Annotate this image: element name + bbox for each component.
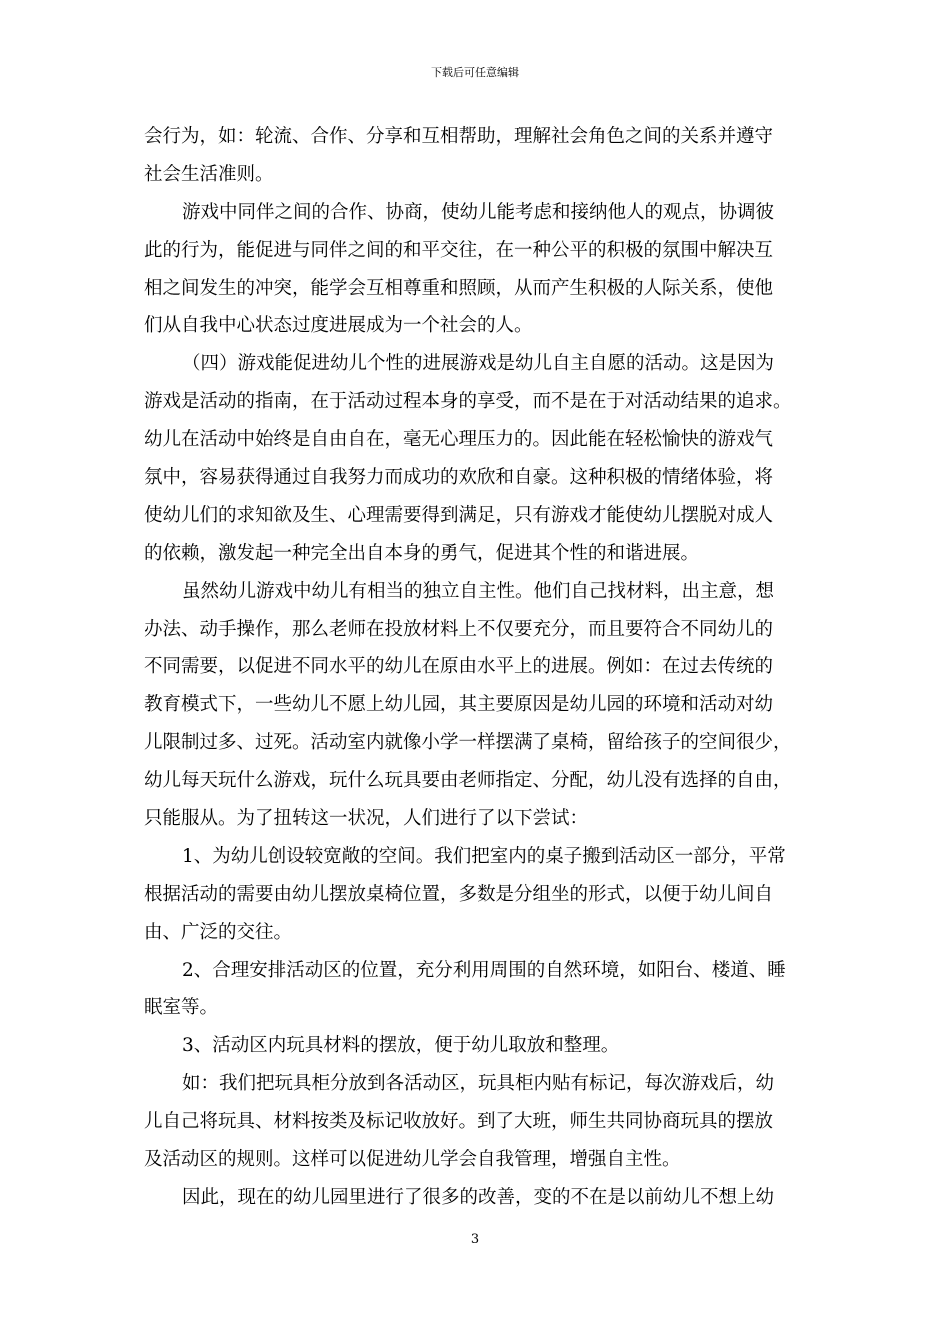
text-line: 只能服从。为了扭转这一状况，人们进行了以下尝试： xyxy=(144,808,589,830)
text-line: 社会生活准则。 xyxy=(144,163,274,185)
text-line: 氛中，容易获得通过自我努力而成功的欢欣和自豪。这种积极的情绪体验，将 xyxy=(144,467,774,489)
text-line: 眠室等。 xyxy=(144,997,219,1019)
text-line: 此的行为，能促进与同伴之间的和平交往，在一种公平的积极的氛围中解决互 xyxy=(144,239,774,261)
document-body xyxy=(144,118,808,1217)
text-line: 1、为幼儿创设较宽敞的空间。我们把室内的桌子搬到活动区一部分，平常 xyxy=(182,845,786,867)
text-line: 3、活动区内玩具材料的摆放，便于幼儿取放和整理。 xyxy=(182,1035,620,1057)
text-line: 因此，现在的幼儿园里进行了很多的改善，变的不在是以前幼儿不想上幼 xyxy=(182,1186,775,1208)
text-line: 办法、动手操作，那么老师在投放材料上不仅要充分，而且要符合不同幼儿的 xyxy=(144,618,774,640)
text-line: 幼儿在活动中始终是自由自在，毫无心理压力的。因此能在轻松愉快的游戏气 xyxy=(144,429,774,451)
text-line: 幼儿每天玩什么游戏，玩什么玩具要由老师指定、分配，幼儿没有选择的自由， xyxy=(144,770,792,792)
text-line: 儿限制过多、过死。活动室内就像小学一样摆满了桌椅，留给孩子的空间很少， xyxy=(144,732,792,754)
text-line: 2、合理安排活动区的位置，充分利用周围的自然环境，如阳台、楼道、睡 xyxy=(182,959,786,981)
text-line: 会行为，如：轮流、合作、分享和互相帮助，理解社会角色之间的关系并遵守 xyxy=(144,126,774,147)
text-line: 游戏是活动的指南，在于活动过程本身的享受，而不是在于对活动结果的追求。 xyxy=(144,391,792,413)
text-line: 虽然幼儿游戏中幼儿有相当的独立自主性。他们自己找材料，出主意，想 xyxy=(182,580,775,602)
text-line: 儿自己将玩具、材料按类及标记收放好。到了大班，师生共同协商玩具的摆放 xyxy=(144,1111,774,1133)
text-line: 由、广泛的交往。 xyxy=(144,921,293,943)
text-line: 们从自我中心状态过度进展成为一个社会的人。 xyxy=(144,315,533,337)
text-line: 的依赖，激发起一种完全出自本身的勇气，促进其个性的和谐进展。 xyxy=(144,542,700,564)
page-number: 3 xyxy=(470,1232,480,1247)
text-line: 如：我们把玩具柜分放到各活动区，玩具柜内贴有标记，每次游戏后，幼 xyxy=(182,1073,775,1095)
text-line: 及活动区的规则。这样可以促进幼儿学会自我管理，增强自主性。 xyxy=(144,1149,681,1171)
text-line: 根据活动的需要由幼儿摆放桌椅位置，多数是分组坐的形式，以便于幼儿间自 xyxy=(144,883,774,905)
text-line: 游戏中同伴之间的合作、协商，使幼儿能考虑和接纳他人的观点，协调彼 xyxy=(182,201,775,223)
text-line: 使幼儿们的求知欲及生、心理需要得到满足，只有游戏才能使幼儿摆脱对成人 xyxy=(144,504,774,526)
text-line: 教育模式下，一些幼儿不愿上幼儿园，其主要原因是幼儿园的环境和活动对幼 xyxy=(144,694,774,716)
text-line: 相之间发生的冲突，能学会互相尊重和照顾，从而产生积极的人际关系，使他 xyxy=(144,277,774,299)
page-header: 下载后可任意编辑 xyxy=(431,66,519,79)
text-line: （四）游戏能促进幼儿个性的进展游戏是幼儿自主自愿的活动。这是因为 xyxy=(182,353,775,375)
text-line: 不同需要，以促进不同水平的幼儿在原由水平上的进展。例如：在过去传统的 xyxy=(144,656,774,678)
